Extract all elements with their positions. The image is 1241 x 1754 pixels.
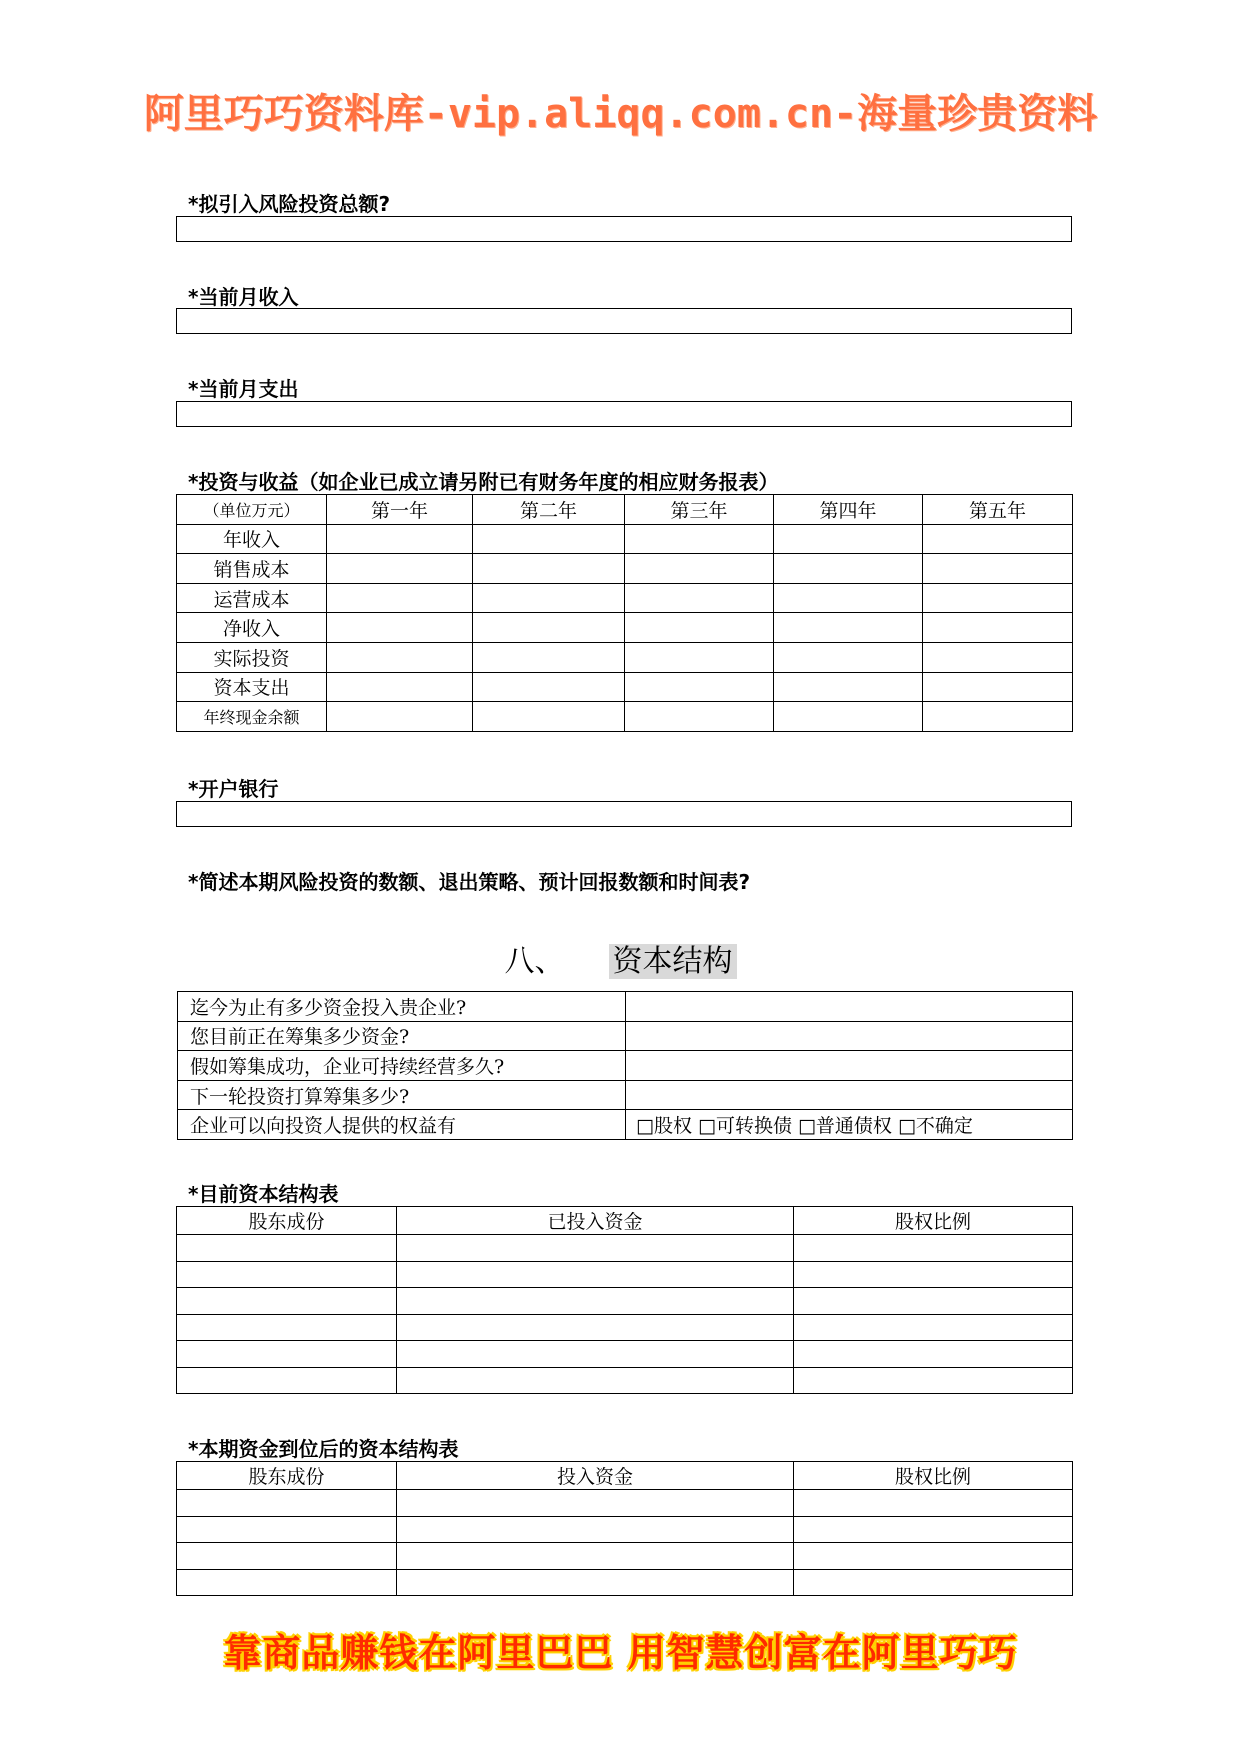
table-row	[177, 1367, 1073, 1394]
table-cell[interactable]	[397, 1367, 794, 1394]
answer-cell[interactable]	[626, 992, 1073, 1022]
row-label: 资本支出	[177, 672, 327, 702]
table-cell[interactable]	[327, 672, 473, 702]
investment-total-field[interactable]	[176, 216, 1072, 242]
year-header: 第五年	[923, 495, 1073, 525]
table-cell[interactable]	[473, 642, 625, 672]
table-row	[178, 1051, 1073, 1081]
table-cell[interactable]	[473, 702, 625, 732]
table-cell[interactable]	[794, 1543, 1073, 1570]
table-cell[interactable]	[473, 613, 625, 643]
table-cell[interactable]	[774, 613, 923, 643]
current-structure-title: *目前资本结构表	[188, 1182, 339, 1206]
finance-table-title: *投资与收益（如企业已成立请另附已有财务年度的相应财务报表）	[188, 470, 779, 494]
column-header: 已投入资金	[397, 1207, 794, 1235]
table-row	[178, 1080, 1073, 1110]
monthly-expense-field[interactable]	[176, 401, 1072, 427]
answer-cell[interactable]	[626, 1051, 1073, 1081]
table-cell[interactable]	[923, 613, 1073, 643]
question-label: 您目前正在筹集多少资金?	[178, 1021, 626, 1051]
table-cell[interactable]	[397, 1341, 794, 1368]
table-row	[177, 1543, 1073, 1570]
question-label: 企业可以向投资人提供的权益有	[178, 1110, 626, 1140]
answer-cell[interactable]	[626, 1021, 1073, 1051]
equity-options[interactable]: □股权 □可转换债 □普通债权 □不确定	[626, 1110, 1073, 1140]
section-title: 资本结构	[609, 944, 737, 979]
summary-question: *简述本期风险投资的数额、退出策略、预计回报数额和时间表?	[188, 870, 751, 894]
table-row	[177, 672, 1073, 702]
table-cell[interactable]	[794, 1569, 1073, 1596]
table-cell[interactable]	[774, 524, 923, 554]
table-cell[interactable]	[327, 554, 473, 584]
table-row	[177, 613, 1073, 643]
table-cell[interactable]	[177, 1543, 397, 1570]
table-cell[interactable]	[327, 702, 473, 732]
table-cell[interactable]	[794, 1314, 1073, 1341]
table-cell[interactable]	[625, 702, 774, 732]
row-label: 年终现金余额	[177, 702, 327, 732]
column-header: 投入资金	[397, 1462, 794, 1490]
table-row	[177, 554, 1073, 584]
capital-questions-table	[177, 991, 1073, 1140]
row-label: 销售成本	[177, 554, 327, 584]
year-header: 第三年	[625, 495, 774, 525]
column-header: 股权比例	[794, 1207, 1073, 1235]
answer-cell[interactable]	[626, 1080, 1073, 1110]
investment-total-label: *拟引入风险投资总额?	[188, 192, 391, 216]
table-cell[interactable]	[177, 1341, 397, 1368]
table-row	[177, 1490, 1073, 1517]
current-structure-table	[176, 1206, 1073, 1394]
table-row	[178, 1021, 1073, 1051]
table-cell[interactable]	[774, 583, 923, 613]
section-number: 八、	[504, 944, 565, 979]
table-cell[interactable]	[397, 1235, 794, 1262]
post-structure-title: *本期资金到位后的资本结构表	[188, 1437, 459, 1461]
bank-label: *开户银行	[188, 777, 279, 801]
year-header: 第一年	[327, 495, 473, 525]
table-row	[177, 1288, 1073, 1315]
table-cell[interactable]	[397, 1516, 794, 1543]
monthly-income-field[interactable]	[176, 308, 1072, 334]
table-cell[interactable]	[397, 1490, 794, 1517]
table-cell[interactable]	[473, 583, 625, 613]
finance-table	[176, 494, 1073, 732]
table-row	[177, 702, 1073, 732]
question-label: 迄今为止有多少资金投入贵企业?	[178, 992, 626, 1022]
table-cell[interactable]	[327, 642, 473, 672]
table-cell[interactable]	[625, 583, 774, 613]
monthly-income-label: *当前月收入	[188, 285, 299, 309]
table-cell[interactable]	[177, 1314, 397, 1341]
table-cell[interactable]	[473, 672, 625, 702]
unit-header: （单位万元）	[177, 495, 327, 525]
table-cell[interactable]	[177, 1569, 397, 1596]
row-label: 年收入	[177, 524, 327, 554]
column-header: 股东成份	[177, 1207, 397, 1235]
table-row	[177, 1235, 1073, 1262]
table-cell[interactable]	[794, 1490, 1073, 1517]
table-cell[interactable]	[794, 1261, 1073, 1288]
table-row	[177, 1516, 1073, 1543]
table-cell[interactable]	[397, 1288, 794, 1315]
table-cell[interactable]	[177, 1367, 397, 1394]
table-cell[interactable]	[923, 583, 1073, 613]
table-cell[interactable]	[625, 524, 774, 554]
column-header: 股东成份	[177, 1462, 397, 1490]
year-header: 第二年	[473, 495, 625, 525]
monthly-expense-label: *当前月支出	[188, 377, 299, 401]
table-cell[interactable]	[923, 702, 1073, 732]
table-row	[177, 1314, 1073, 1341]
table-cell[interactable]	[177, 1490, 397, 1517]
table-cell[interactable]	[794, 1288, 1073, 1315]
row-label: 运营成本	[177, 583, 327, 613]
table-cell[interactable]	[923, 524, 1073, 554]
table-cell[interactable]	[177, 1288, 397, 1315]
header-banner: 阿里巧巧资料库-vip.aliqq.com.cn-海量珍贵资料	[143, 91, 1098, 137]
header-row	[177, 1462, 1073, 1490]
finance-header-row	[177, 495, 1073, 525]
table-row	[177, 1569, 1073, 1596]
table-cell[interactable]	[794, 1367, 1073, 1394]
table-cell[interactable]	[327, 524, 473, 554]
table-cell[interactable]	[625, 672, 774, 702]
table-cell[interactable]	[397, 1569, 794, 1596]
post-structure-table	[176, 1461, 1073, 1596]
table-cell[interactable]	[327, 583, 473, 613]
question-label: 假如筹集成功，企业可持续经营多久?	[178, 1051, 626, 1081]
table-cell[interactable]	[794, 1516, 1073, 1543]
table-cell[interactable]	[794, 1341, 1073, 1368]
table-cell[interactable]	[774, 702, 923, 732]
question-label: 下一轮投资打算筹集多少?	[178, 1080, 626, 1110]
table-cell[interactable]	[327, 613, 473, 643]
table-cell[interactable]	[177, 1261, 397, 1288]
footer-banner: 靠商品赚钱在阿里巴巴 用智慧创富在阿里巧巧	[223, 1631, 1018, 1675]
section-heading	[0, 936, 1241, 980]
table-cell[interactable]	[177, 1516, 397, 1543]
table-row	[178, 1110, 1073, 1140]
table-row	[177, 1261, 1073, 1288]
table-cell[interactable]	[177, 1235, 397, 1262]
table-cell[interactable]	[625, 642, 774, 672]
table-row	[177, 583, 1073, 613]
table-cell[interactable]	[397, 1314, 794, 1341]
table-cell[interactable]	[774, 642, 923, 672]
table-cell[interactable]	[397, 1543, 794, 1570]
table-cell[interactable]	[473, 554, 625, 584]
table-row	[178, 992, 1073, 1022]
row-label: 净收入	[177, 613, 327, 643]
table-cell[interactable]	[473, 524, 625, 554]
table-row	[177, 524, 1073, 554]
table-cell[interactable]	[397, 1261, 794, 1288]
column-header: 股权比例	[794, 1462, 1073, 1490]
year-header: 第四年	[774, 495, 923, 525]
table-cell[interactable]	[774, 554, 923, 584]
table-cell[interactable]	[923, 672, 1073, 702]
table-row	[177, 642, 1073, 672]
table-cell[interactable]	[625, 613, 774, 643]
table-row	[177, 1341, 1073, 1368]
bank-field[interactable]	[176, 801, 1072, 827]
table-cell[interactable]	[923, 642, 1073, 672]
header-row	[177, 1207, 1073, 1235]
table-cell[interactable]	[774, 672, 923, 702]
row-label: 实际投资	[177, 642, 327, 672]
table-cell[interactable]	[794, 1235, 1073, 1262]
table-cell[interactable]	[923, 554, 1073, 584]
table-cell[interactable]	[625, 554, 774, 584]
